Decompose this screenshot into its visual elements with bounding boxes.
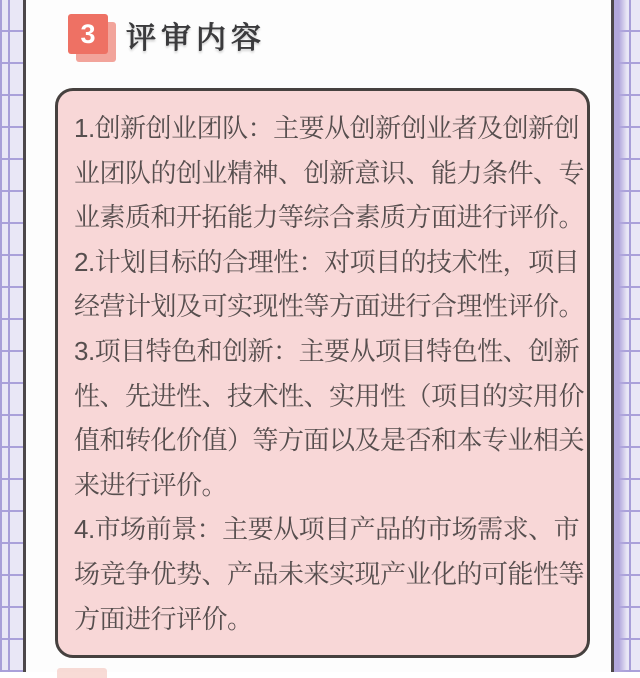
notebook-margin-right [611,0,640,672]
content-line: 1.创新创业团队：主要从创新创业者及创新创 [74,113,580,143]
content-line: 业素质和开拓能力等综合素质方面进行评价。 [74,202,585,233]
content-line: 4.市场前景：主要从项目产品的市场需求、市 [74,514,580,545]
content-line: 经营计划及可实现性等方面进行合理性评价。 [74,291,585,322]
section-title: 评审内容 [126,22,266,55]
content-line: 场竞争优势、产品未来实现产业化的可能性等 [74,558,585,589]
content-line: 值和转化价值）等方面以及是否和本专业相关 [74,425,585,456]
next-section-badge-peek [57,668,107,678]
notebook-margin-left [0,0,26,672]
content-line: 方面进行评价。 [74,603,253,634]
content-line: 性、先进性、技术性、实用性（项目的实用价 [74,380,585,411]
content-line: 2.计划目标的合理性：对项目的技术性，项目 [74,246,580,277]
section-number-badge [68,14,116,62]
section-number: 3 [68,14,108,54]
content-line: 业团队的创业精神、创新意识、能力条件、专 [74,157,585,188]
section-header [68,14,266,62]
review-content-box [55,88,590,658]
content-line: 3.项目特色和创新：主要从项目特色性、创新 [74,335,580,366]
content-line: 来进行评价。 [74,469,228,500]
review-content-lines [74,106,585,641]
